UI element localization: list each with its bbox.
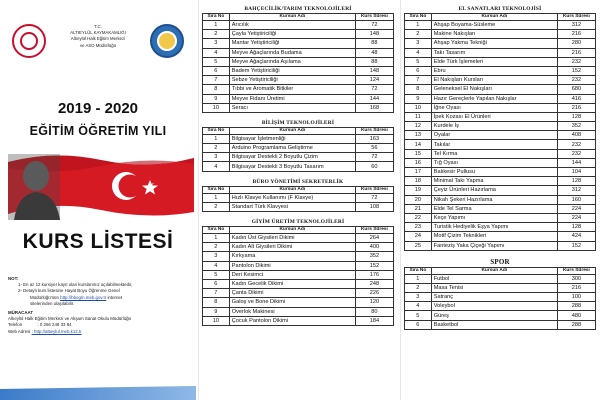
course-name: Kurdele İş xyxy=(431,122,557,131)
row-number: 6 xyxy=(203,66,230,75)
course-name: Elde Tel Sarma xyxy=(431,204,557,213)
table-header-row xyxy=(203,186,394,193)
course-duration: 232 xyxy=(557,57,595,66)
course-name: Kadın Alt Giysileri Dikimi xyxy=(229,243,355,252)
row-number: 1 xyxy=(203,134,230,143)
table-row xyxy=(203,30,394,39)
course-duration: 80 xyxy=(355,307,393,316)
phone-value: : 0 266 249 33 84 xyxy=(37,322,72,328)
course-name: Hazır Gereçlerle Yapılan Nakışlar xyxy=(431,94,557,103)
course-name: Arıcılık xyxy=(229,21,355,30)
course-duration: 226 xyxy=(355,289,393,298)
course-duration: 160 xyxy=(557,195,595,204)
course-duration: 88 xyxy=(355,39,393,48)
row-number: 6 xyxy=(405,66,432,75)
row-number: 9 xyxy=(405,94,432,103)
web-link[interactable]: : http://altieylul.meb.k12.tr xyxy=(31,328,82,334)
table-row xyxy=(203,270,394,279)
course-name: Galoş ve Bone Dikimi xyxy=(229,298,355,307)
row-number: 21 xyxy=(405,204,432,213)
course-duration: 72 xyxy=(355,21,393,30)
web-label: Web Adresi xyxy=(8,328,31,334)
course-duration: 152 xyxy=(355,261,393,270)
row-number: 25 xyxy=(405,241,432,250)
note-item: sitelerinden ulaşılabilir. xyxy=(30,300,75,306)
course-name: Güreş xyxy=(431,311,557,320)
course-table xyxy=(202,186,394,212)
course-name: Deri Kesimci xyxy=(229,270,355,279)
course-name: Ebru xyxy=(431,66,557,75)
col-no-header: Sıra No xyxy=(203,227,230,234)
course-name: Hızlı Klavye Kullanımı (F Klavye) xyxy=(229,193,355,202)
table-row xyxy=(405,311,596,320)
col-duration-header: Kurs Süresi xyxy=(355,186,393,193)
row-number: 8 xyxy=(203,85,230,94)
table-header-row xyxy=(405,267,596,274)
cover-panel xyxy=(0,0,196,400)
course-name: Satranç xyxy=(431,293,557,302)
table-row xyxy=(203,48,394,57)
table-row xyxy=(203,316,394,325)
table-row xyxy=(405,149,596,158)
row-number: 8 xyxy=(405,85,432,94)
table-header-row xyxy=(203,127,394,134)
note-text: internet xyxy=(107,294,123,300)
course-name: İğne Oyası xyxy=(431,103,557,112)
row-number: 16 xyxy=(405,158,432,167)
course-duration: 72 xyxy=(355,193,393,202)
course-duration: 400 xyxy=(355,243,393,252)
row-number: 2 xyxy=(203,243,230,252)
panel-divider xyxy=(198,0,199,400)
row-number: 5 xyxy=(203,57,230,66)
course-name: Seracı xyxy=(229,103,355,112)
row-number: 3 xyxy=(203,39,230,48)
course-name: Çanta Dikimi xyxy=(229,289,355,298)
table-row xyxy=(405,103,596,112)
phone-label: Telefon xyxy=(8,322,23,328)
table-row xyxy=(203,76,394,85)
table-header-row xyxy=(203,14,394,21)
col-name-header: Kursun Adı xyxy=(431,267,557,274)
course-name: Ahşap Yakma Tekniği xyxy=(431,39,557,48)
table-row xyxy=(203,193,394,202)
course-duration: 152 xyxy=(557,241,595,250)
table-row xyxy=(405,94,596,103)
table-row xyxy=(203,261,394,270)
course-name: Balıkesir Pullusu xyxy=(431,168,557,177)
row-number: 10 xyxy=(203,103,230,112)
col-name-header: Kursun Adı xyxy=(229,14,355,21)
row-number: 5 xyxy=(203,270,230,279)
table-row xyxy=(405,213,596,222)
course-duration: 408 xyxy=(557,131,595,140)
table-row xyxy=(405,302,596,311)
course-duration: 120 xyxy=(355,298,393,307)
table-row xyxy=(203,162,394,171)
col-no-header: Sıra No xyxy=(203,127,230,134)
section-title: EL SANATLARI TEKNOLOJİSİ xyxy=(458,6,542,12)
row-number: 18 xyxy=(405,177,432,186)
table-row xyxy=(203,21,394,30)
course-name: Elde Türk İşlemeleri xyxy=(431,57,557,66)
row-number: 3 xyxy=(405,39,432,48)
course-name: Overlok Makinesi xyxy=(229,307,355,316)
course-name: Kadın Üst Giysileri Dikimi xyxy=(229,234,355,243)
row-number: 10 xyxy=(203,316,230,325)
course-name: Standart Türk Klavyesi xyxy=(229,202,355,211)
notes-section xyxy=(8,276,192,335)
course-name: İpek Kozası El Ürünleri xyxy=(431,112,557,121)
course-duration: 312 xyxy=(557,186,595,195)
col-name-header: Kursun Adı xyxy=(431,14,557,21)
course-duration: 480 xyxy=(557,311,595,320)
row-number: 19 xyxy=(405,186,432,195)
col-duration-header: Kurs Süresi xyxy=(355,127,393,134)
org-line: T.C. xyxy=(94,24,102,29)
course-table xyxy=(202,226,394,326)
row-number: 4 xyxy=(203,48,230,57)
table-row xyxy=(203,103,394,112)
table-row xyxy=(405,39,596,48)
row-number: 5 xyxy=(405,311,432,320)
table-row xyxy=(203,39,394,48)
course-name: Geleneksel El Nakışları xyxy=(431,85,557,94)
course-name: Takılar xyxy=(431,140,557,149)
row-number: 17 xyxy=(405,168,432,177)
panel-divider xyxy=(400,0,401,400)
course-duration: 300 xyxy=(557,274,595,283)
table-row xyxy=(405,241,596,250)
table-row xyxy=(203,252,394,261)
course-name: Fanteziş Yaka Çiçeği Yapımı xyxy=(431,241,557,250)
hbogm-link[interactable]: http://hbogm.meb.gov.tr xyxy=(60,294,107,300)
course-duration: 168 xyxy=(355,103,393,112)
row-number: 1 xyxy=(203,234,230,243)
row-number: 10 xyxy=(405,103,432,112)
row-number: 2 xyxy=(405,30,432,39)
course-name: Sebze Yetiştiriciliği xyxy=(229,76,355,85)
course-duration: 72 xyxy=(355,85,393,94)
note-item: 2- Detaylı kurs listesine Hayat Boyu Öğrenme Genel xyxy=(18,288,120,294)
table-row xyxy=(405,112,596,121)
course-name: Minimal Takı Yapma xyxy=(431,177,557,186)
course-duration: 56 xyxy=(355,144,393,153)
row-number: 22 xyxy=(405,213,432,222)
course-duration: 100 xyxy=(557,293,595,302)
table-row xyxy=(405,21,596,30)
course-name: Badem Yetiştiriciliği xyxy=(229,66,355,75)
table-row xyxy=(405,204,596,213)
col-no-header: Sıra No xyxy=(405,14,432,21)
col-duration-header: Kurs Süresi xyxy=(557,14,595,21)
course-name: Kırkyama xyxy=(229,252,355,261)
table-row xyxy=(405,158,596,167)
notes-heading: NOT: xyxy=(8,276,19,281)
table-row xyxy=(203,134,394,143)
row-number: 20 xyxy=(405,195,432,204)
table-row xyxy=(405,320,596,329)
table-row xyxy=(405,168,596,177)
row-number: 4 xyxy=(405,48,432,57)
row-number: 23 xyxy=(405,223,432,232)
course-table xyxy=(404,267,596,330)
course-duration: 124 xyxy=(355,76,393,85)
course-duration: 232 xyxy=(557,140,595,149)
table-row xyxy=(405,293,596,302)
course-table xyxy=(404,13,596,251)
row-number: 7 xyxy=(405,76,432,85)
course-duration: 216 xyxy=(557,30,595,39)
row-number: 4 xyxy=(203,261,230,270)
table-row xyxy=(405,66,596,75)
col-duration-header: Kurs Süresi xyxy=(355,227,393,234)
col-no-header: Sıra No xyxy=(203,186,230,193)
table-row xyxy=(203,153,394,162)
section-title: BİLİŞİM TEKNOLOJİLERİ xyxy=(261,119,335,126)
decorative-wave xyxy=(0,384,196,400)
table-row xyxy=(405,57,596,66)
course-name: Kadın Gecelik Dikimi xyxy=(229,279,355,288)
table-row xyxy=(203,279,394,288)
course-name: Motif Çizim Teknikleri xyxy=(431,232,557,241)
course-duration: 352 xyxy=(557,122,595,131)
table-row xyxy=(203,307,394,316)
course-duration: 232 xyxy=(557,149,595,158)
table-row xyxy=(405,76,596,85)
table-row xyxy=(203,144,394,153)
course-name: Makine Nakışları xyxy=(431,30,557,39)
course-name: Mantar Yetiştiriciliği xyxy=(229,39,355,48)
table-row xyxy=(203,289,394,298)
section-title: GİYİM ÜRETİM TEKNOLOJİLERİ xyxy=(251,219,345,225)
course-name: Çeyiz Ürünleri Hazırlama xyxy=(431,186,557,195)
col-no-header: Sıra No xyxy=(203,14,230,21)
middle-column xyxy=(202,6,394,326)
row-number: 3 xyxy=(203,153,230,162)
table-row xyxy=(203,66,394,75)
row-number: 2 xyxy=(203,30,230,39)
course-duration: 424 xyxy=(557,232,595,241)
course-duration: 176 xyxy=(355,270,393,279)
academic-year: 2019 - 2020 xyxy=(57,100,139,117)
course-name: Meyve Fidanı Üretimi xyxy=(229,94,355,103)
table-row xyxy=(405,177,596,186)
row-number: 3 xyxy=(203,252,230,261)
course-name: Masa Tenisi xyxy=(431,283,557,292)
course-duration: 128 xyxy=(557,112,595,121)
table-row xyxy=(405,48,596,57)
course-name: Nikah Şekeri Hazırlama xyxy=(431,195,557,204)
course-name: Oyalar xyxy=(431,131,557,140)
course-duration: 60 xyxy=(355,162,393,171)
course-name: Basketbol xyxy=(431,320,557,329)
course-duration: 352 xyxy=(355,252,393,261)
meb-logo-icon xyxy=(12,24,46,58)
table-row xyxy=(405,223,596,232)
section-title: BAHÇECİLİK/TARIM TEKNOLOJİLERİ xyxy=(244,6,352,12)
course-name: Pantolon Dikimi xyxy=(229,261,355,270)
row-number: 1 xyxy=(203,21,230,30)
hem-logo-icon xyxy=(150,24,184,58)
course-name: Çocuk Pantolon Dikimi xyxy=(229,316,355,325)
contact-heading: MÜRACAAT xyxy=(8,310,34,316)
brochure-title: KURS LİSTESİ xyxy=(22,230,174,253)
course-duration: 416 xyxy=(557,94,595,103)
course-duration: 216 xyxy=(557,103,595,112)
col-name-header: Kursun Adı xyxy=(229,227,355,234)
course-name: Bilgisayar Destekli 2 Boyutlu Çizim xyxy=(229,153,355,162)
table-row xyxy=(405,30,596,39)
row-number: 2 xyxy=(203,144,230,153)
course-name: Meyve Ağaçlarında Aşılama xyxy=(229,57,355,66)
course-duration: 280 xyxy=(557,39,595,48)
course-duration: 248 xyxy=(355,279,393,288)
course-duration: 288 xyxy=(557,320,595,329)
table-header-row xyxy=(405,14,596,21)
course-name: Futbol xyxy=(431,274,557,283)
row-number: 3 xyxy=(405,293,432,302)
web-row xyxy=(8,329,192,335)
course-duration: 144 xyxy=(557,158,595,167)
row-number: 6 xyxy=(405,320,432,329)
row-number: 24 xyxy=(405,232,432,241)
course-duration: 184 xyxy=(355,316,393,325)
table-row xyxy=(405,274,596,283)
table-header-row xyxy=(203,227,394,234)
row-number: 9 xyxy=(203,94,230,103)
course-name: Tıbbi ve Aromatik Bitkiler xyxy=(229,85,355,94)
col-name-header: Kursun Adı xyxy=(229,127,355,134)
course-table xyxy=(202,127,394,172)
course-name: Takı Tasarım xyxy=(431,48,557,57)
course-duration: 264 xyxy=(355,234,393,243)
row-number: 15 xyxy=(405,149,432,158)
row-number: 4 xyxy=(405,302,432,311)
row-number: 1 xyxy=(405,21,432,30)
course-duration: 288 xyxy=(557,302,595,311)
table-row xyxy=(405,131,596,140)
course-name: Çayla Yetiştiriciliği xyxy=(229,30,355,39)
contact-line: Altıeylül Halk Eğitim Merkezi ve Akşam Sanat Okulu Müdürlüğü xyxy=(8,316,131,322)
course-duration: 128 xyxy=(557,223,595,232)
course-duration: 148 xyxy=(355,30,393,39)
course-duration: 128 xyxy=(557,177,595,186)
course-duration: 148 xyxy=(355,66,393,75)
course-duration: 152 xyxy=(557,66,595,75)
table-row xyxy=(203,234,394,243)
row-number: 7 xyxy=(203,76,230,85)
table-row xyxy=(203,298,394,307)
row-number: 7 xyxy=(203,289,230,298)
course-duration: 224 xyxy=(557,204,595,213)
row-number: 5 xyxy=(405,57,432,66)
course-name: Ahşap Boyama-Süsleme xyxy=(431,21,557,30)
col-duration-header: Kurs Süresi xyxy=(355,14,393,21)
section-title: BÜRO YÖNETİMİ SEKRETERLİK xyxy=(252,178,344,185)
course-name: Bilgisayar İşletmenliği xyxy=(229,134,355,143)
course-name: El Nakışları Kursları xyxy=(431,76,557,85)
row-number: 4 xyxy=(203,162,230,171)
course-duration: 72 xyxy=(355,153,393,162)
course-name: Turistik Hediyelik Eşya Yapımı xyxy=(431,223,557,232)
org-line: ALTIEYLÜL KAYMAKAMLIĞI xyxy=(70,30,126,36)
table-row xyxy=(203,94,394,103)
course-table xyxy=(202,13,394,113)
course-name: Voleybol xyxy=(431,302,557,311)
course-duration: 108 xyxy=(355,202,393,211)
course-duration: 144 xyxy=(355,94,393,103)
row-number: 14 xyxy=(405,140,432,149)
table-row xyxy=(405,232,596,241)
course-name: Arduino Programlama Geliştirme xyxy=(229,144,355,153)
col-name-header: Kursun Adı xyxy=(229,186,355,193)
table-row xyxy=(203,243,394,252)
col-no-header: Sıra No xyxy=(405,267,432,274)
org-line: Altıeylül Halk Eğitim Merkezi xyxy=(70,36,126,42)
course-name: Keçe Yapımı xyxy=(431,213,557,222)
row-number: 1 xyxy=(203,193,230,202)
turkish-flag-icon xyxy=(8,150,194,220)
row-number: 11 xyxy=(405,112,432,121)
table-row xyxy=(405,122,596,131)
course-duration: 104 xyxy=(557,168,595,177)
right-column xyxy=(404,6,596,330)
row-number: 2 xyxy=(405,283,432,292)
section-title: SPOR xyxy=(490,257,510,266)
org-line: ve ASO Müdürlüğü xyxy=(79,42,117,48)
academic-year-subtitle: EĞİTİM ÖĞRETİM YILI xyxy=(29,124,167,138)
row-number: 13 xyxy=(405,131,432,140)
table-row xyxy=(405,186,596,195)
course-duration: 312 xyxy=(557,21,595,30)
course-duration: 680 xyxy=(557,85,595,94)
note-text: Müdürlüğü'nün xyxy=(30,294,59,300)
course-duration: 224 xyxy=(557,213,595,222)
course-duration: 232 xyxy=(557,76,595,85)
course-duration: 216 xyxy=(557,48,595,57)
organization-header xyxy=(48,24,148,49)
course-name: Meyve Ağaçlarında Budama xyxy=(229,48,355,57)
table-row xyxy=(203,57,394,66)
course-name: Tel Kırma xyxy=(431,149,557,158)
course-name: Bilgisayar Destekli 3 Boyutlu Tasarım xyxy=(229,162,355,171)
note-item: 1- En az 12 kursiyer kayıt olan kurslarımız açılabilmektedir, xyxy=(18,282,133,288)
table-row xyxy=(405,195,596,204)
row-number: 9 xyxy=(203,307,230,316)
table-row xyxy=(405,85,596,94)
course-duration: 216 xyxy=(557,283,595,292)
row-number: 1 xyxy=(405,274,432,283)
table-row xyxy=(203,85,394,94)
course-duration: 48 xyxy=(355,48,393,57)
course-name: Tığ Oyası xyxy=(431,158,557,167)
table-row xyxy=(405,140,596,149)
row-number: 12 xyxy=(405,122,432,131)
table-row xyxy=(203,202,394,211)
row-number: 6 xyxy=(203,279,230,288)
course-duration: 88 xyxy=(355,57,393,66)
row-number: 8 xyxy=(203,298,230,307)
table-row xyxy=(405,283,596,292)
row-number: 2 xyxy=(203,202,230,211)
col-duration-header: Kurs Süresi xyxy=(557,267,595,274)
course-duration: 163 xyxy=(355,134,393,143)
